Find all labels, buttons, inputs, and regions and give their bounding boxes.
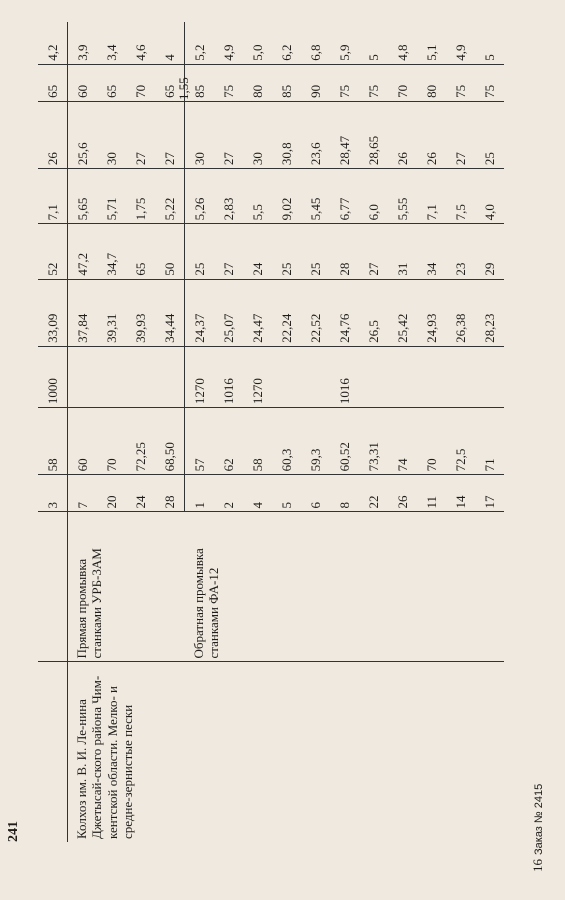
table-cell: 8 — [330, 475, 359, 512]
table-cell: 1000 — [38, 346, 68, 407]
table-cell: 5,55 — [388, 169, 417, 224]
table-cell: 70 — [126, 64, 155, 101]
table-cell: 17 — [475, 475, 504, 512]
table-cell: 27 — [126, 101, 155, 168]
table-cell: 27 — [359, 224, 388, 279]
table-cell — [272, 346, 301, 407]
table-cell: 1,75 — [126, 169, 155, 224]
table-cell: 65 — [97, 64, 126, 101]
table-row — [68, 22, 98, 842]
table-cell: 24,37 — [185, 279, 215, 346]
table-cell: 4 — [155, 22, 185, 64]
table-cell: 7,5 — [446, 169, 475, 224]
table-cell: 39,31 — [97, 279, 126, 346]
table-cell: 26 — [417, 101, 446, 168]
table-cell: 28 — [155, 475, 185, 512]
table-cell: 30,8 — [272, 101, 301, 168]
table-cell: 6,8 — [301, 22, 330, 64]
table-cell: 22,24 — [272, 279, 301, 346]
table-cell: 26 — [38, 101, 68, 168]
table-cell — [97, 346, 126, 407]
table-cell: 5 — [359, 22, 388, 64]
table-cell: 5 — [475, 22, 504, 64]
table-cell: 3,9 — [68, 22, 98, 64]
table-cell: 5,26 — [185, 169, 215, 224]
table-cell: 75 — [214, 64, 243, 101]
table-cell: 5,65 — [68, 169, 98, 224]
table-cell: 71 — [475, 408, 504, 475]
table-cell: 33,09 — [38, 279, 68, 346]
table-cell: 4,9 — [446, 22, 475, 64]
table-cell: 27 — [214, 224, 243, 279]
table-cell: 75 — [330, 64, 359, 101]
table-cell: 6,0 — [359, 169, 388, 224]
table-cell: 5,45 — [301, 169, 330, 224]
table-cell: 37,84 — [68, 279, 98, 346]
table-cell: 25 — [272, 224, 301, 279]
table-cell: 28 — [330, 224, 359, 279]
table-cell — [126, 346, 155, 407]
table-cell: 25,07 — [214, 279, 243, 346]
table-cell: 1270 — [185, 346, 215, 407]
table-cell: 72,25 — [126, 408, 155, 475]
sheet-number: 16 — [530, 859, 545, 872]
table-cell: 5,0 — [243, 22, 272, 64]
table-cell: 7,1 — [417, 169, 446, 224]
table-cell: 75 — [446, 64, 475, 101]
page-number: 241 — [6, 821, 21, 842]
table-cell: 4 — [243, 475, 272, 512]
table-cell: 34,44 — [155, 279, 185, 346]
table-cell: 90 — [301, 64, 330, 101]
table-cell: 30 — [185, 101, 215, 168]
table-cell: 6,77 — [330, 169, 359, 224]
table-cell: 5,22 — [155, 169, 185, 224]
table-cell: 27 — [155, 101, 185, 168]
order-number: Заказ № 2415 — [533, 783, 545, 855]
method-label: Обратная промывка станками ФА-12 — [185, 512, 505, 662]
table-cell: 9,02 — [272, 169, 301, 224]
table-cell: 65 — [38, 64, 68, 101]
table-cell: 27 — [214, 101, 243, 168]
table-cell: 68,50 — [155, 408, 185, 475]
table-cell: 30 — [243, 101, 272, 168]
table-cell: 5,9 — [330, 22, 359, 64]
table-cell: 23,6 — [301, 101, 330, 168]
method-label: Прямая промывка станками УРБ-3АМ — [68, 512, 185, 662]
table-cell: 5 — [272, 475, 301, 512]
table-cell: 50 — [155, 224, 185, 279]
table-cell: 65 — [126, 224, 155, 279]
table-cell: 25 — [475, 101, 504, 168]
table-cell: 75 — [359, 64, 388, 101]
table-cell: 4,0 — [475, 169, 504, 224]
table-cell: 3 — [38, 475, 68, 512]
data-table — [38, 22, 504, 842]
table-cell: 4,9 — [214, 22, 243, 64]
table-cell: 47,2 — [68, 224, 98, 279]
table-cell: 24 — [243, 224, 272, 279]
table-cell: 14 — [446, 475, 475, 512]
table-cell: 24,47 — [243, 279, 272, 346]
table-cell: 80 — [243, 64, 272, 101]
table-cell: 25,42 — [388, 279, 417, 346]
table-cell: 5,5 — [243, 169, 272, 224]
table-cell: 4,2 — [38, 22, 68, 64]
kolkhoz-label: Колхоз им. В. И. Ле-нина Джетысай-ского района Чим-кентской области. Мелко- и средне-зернистые пески — [74, 675, 135, 839]
table-cell: 85 — [185, 64, 215, 101]
table-cell: 59,3 — [301, 408, 330, 475]
table-cell: 58 — [38, 408, 68, 475]
table-cell: 60,3 — [272, 408, 301, 475]
table-cell: 39,93 — [126, 279, 155, 346]
table-cell: 26,5 — [359, 279, 388, 346]
table-cell: 28,47 — [330, 101, 359, 168]
table-cell: 1 — [185, 475, 215, 512]
table-cell: 70 — [97, 408, 126, 475]
table-cell: 28,65 — [359, 101, 388, 168]
table-cell — [155, 346, 185, 407]
print-mark — [530, 784, 546, 872]
table-cell: 1016 — [214, 346, 243, 407]
table-cell: 6,2 — [272, 22, 301, 64]
table-cell — [68, 346, 98, 407]
table-cell: 31 — [388, 224, 417, 279]
table-cell: 4,8 — [388, 22, 417, 64]
table-cell — [359, 346, 388, 407]
table-header-row — [38, 22, 68, 842]
table-cell: 26 — [388, 475, 417, 512]
table-cell: 60,52 — [330, 408, 359, 475]
table-cell — [417, 346, 446, 407]
table-cell: 4,6 — [126, 22, 155, 64]
table-cell: 20 — [97, 475, 126, 512]
table-cell: 62 — [214, 408, 243, 475]
table-cell: 28,23 — [475, 279, 504, 346]
header-cell-kolkhoz — [38, 662, 68, 842]
table-cell: 70 — [388, 64, 417, 101]
table-cell: 2,83 — [214, 169, 243, 224]
table-cell: 5,71 — [97, 169, 126, 224]
table-cell: 58 — [243, 408, 272, 475]
table-cell: 7,1 — [38, 169, 68, 224]
table-cell: 25 — [185, 224, 215, 279]
table-cell: 34,7 — [97, 224, 126, 279]
table-cell: 30 — [97, 101, 126, 168]
header-cell-method — [38, 512, 68, 662]
table-cell: 7 — [68, 475, 98, 512]
table-cell: 74 — [388, 408, 417, 475]
table-cell: 27 — [446, 101, 475, 168]
table-cell: 24 — [126, 475, 155, 512]
table-cell: 60 — [68, 408, 98, 475]
table-cell — [301, 346, 330, 407]
table-cell: 26,38 — [446, 279, 475, 346]
table-cell: 23 — [446, 224, 475, 279]
table-cell: 25,6 — [68, 101, 98, 168]
table-cell: 24,93 — [417, 279, 446, 346]
table-cell: 2 — [214, 475, 243, 512]
table-cell: 5,1 — [417, 22, 446, 64]
table-cell: 24,76 — [330, 279, 359, 346]
table-cell: 25 — [301, 224, 330, 279]
table-cell: 52 — [38, 224, 68, 279]
table-cell: 73,31 — [359, 408, 388, 475]
table-cell: 85 — [272, 64, 301, 101]
table-cell: 22 — [359, 475, 388, 512]
extra-value: 1,55 — [176, 77, 191, 100]
table-cell: 34 — [417, 224, 446, 279]
table-cell — [388, 346, 417, 407]
table-cell: 80 — [417, 64, 446, 101]
table-cell — [475, 346, 504, 407]
table-cell: 3,4 — [97, 22, 126, 64]
table-cell: 11 — [417, 475, 446, 512]
table-cell: 57 — [185, 408, 215, 475]
table-cell — [446, 346, 475, 407]
table-cell: 70 — [417, 408, 446, 475]
table-cell: 60 — [68, 64, 98, 101]
table-cell: 1270 — [243, 346, 272, 407]
table-cell: 6 — [301, 475, 330, 512]
table-cell: 22,52 — [301, 279, 330, 346]
table-cell: 72,5 — [446, 408, 475, 475]
table-cell: 5,2 — [185, 22, 215, 64]
table-cell: 65 — [155, 64, 185, 101]
table-cell: 1016 — [330, 346, 359, 407]
table-cell: 75 — [475, 64, 504, 101]
table-cell: 29 — [475, 224, 504, 279]
table-cell: 26 — [388, 101, 417, 168]
